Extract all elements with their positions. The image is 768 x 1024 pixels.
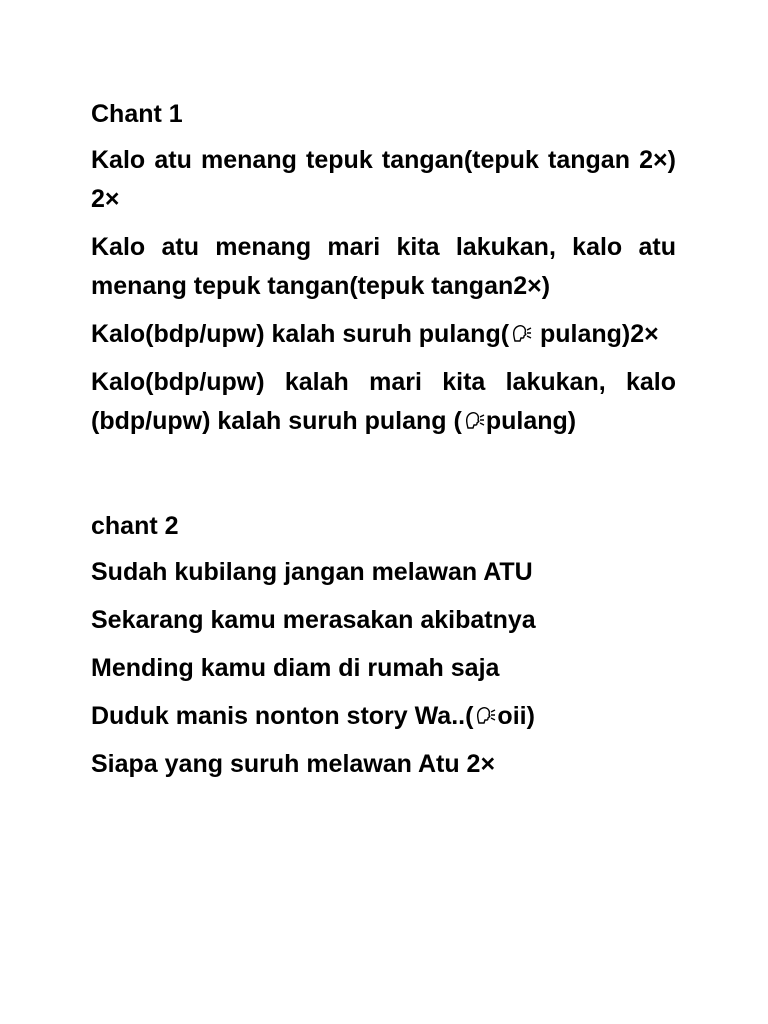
- chant1-line4: [91, 363, 676, 441]
- document-page: [91, 96, 676, 784]
- speaking-head-icon: [474, 705, 496, 727]
- chant1-line3: [91, 315, 676, 354]
- speaking-head-icon: [463, 410, 485, 432]
- chant2-line4-after: oii): [497, 702, 535, 730]
- chant1-line3-after: pulang)2×: [540, 320, 659, 348]
- chant2-title: chant 2: [91, 512, 179, 540]
- speaking-head-icon: [510, 323, 532, 345]
- chant2-line4: [91, 697, 676, 736]
- chant2-line3: Mending kamu diam di rumah saja: [91, 654, 500, 682]
- chant2-line5: Siapa yang suruh melawan Atu 2×: [91, 750, 496, 778]
- chant1-line4-after: pulang): [485, 407, 577, 435]
- chant1-line2: Kalo atu menang mari kita lakukan, kalo atu menang tepuk tangan(tepuk tangan2×): [91, 233, 676, 300]
- chant1-title: Chant 1: [91, 100, 183, 128]
- chant2-line2: Sekarang kamu merasakan akibatnya: [91, 606, 536, 634]
- chant1-line1: Kalo atu menang tepuk tangan(tepuk tangan 2×) 2×: [91, 146, 676, 213]
- chant2-line4-before: Duduk manis nonton story Wa..(: [91, 702, 474, 730]
- chant1-line3-before: Kalo(bdp/upw) kalah suruh pulang(: [91, 320, 510, 348]
- chant1-line4-before: Kalo(bdp/upw) kalah mari kita lakukan, kalo (bdp/upw) kalah suruh pulang (: [91, 368, 676, 435]
- chant2-line1: Sudah kubilang jangan melawan ATU: [91, 558, 533, 586]
